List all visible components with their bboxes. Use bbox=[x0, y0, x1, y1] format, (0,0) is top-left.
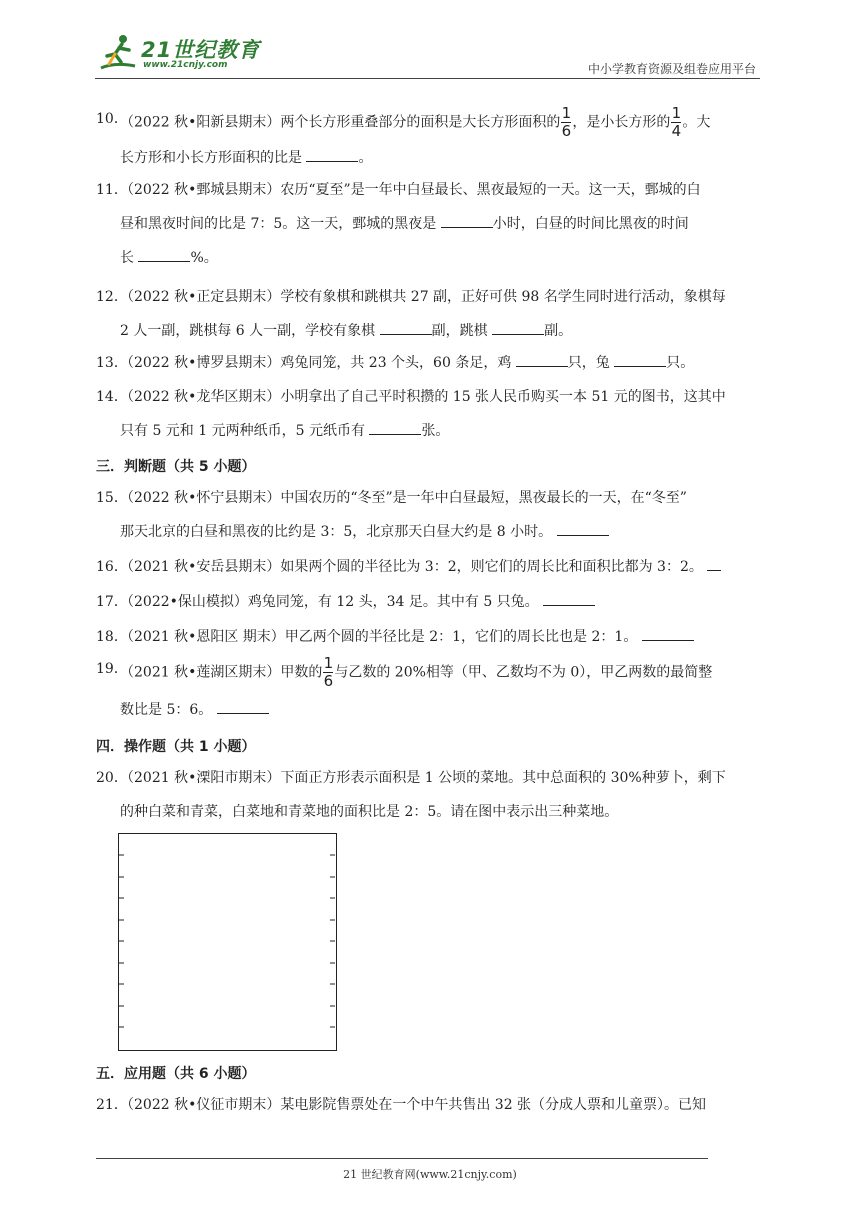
logo bbox=[95, 32, 265, 74]
question-21: 21． （2022 秋•仪征市期末）某电影院售票处在一个中午共售出 32 张（分成人票和儿童票）。已知 bbox=[96, 1097, 707, 1113]
platform-name: 中小学教育资源及组卷应用平台 bbox=[587, 62, 756, 76]
section-heading: 四．操作题（共 1 小题） bbox=[96, 739, 256, 755]
question-19: 19． （2021 秋•莲湖区期末）甲数的 $\frac{1}{6}$ 与乙数的 20%相等（甲、乙数均不为 0），甲乙两数的最简整 数比是 5：6。 bbox=[96, 654, 713, 718]
question-13: 13． （2022 秋•博罗县期末）鸡兔同笼，共 23 个头，60 条足，鸡 只，兔 只。 bbox=[96, 350, 764, 376]
question-11: 11． （2022 秋•鄄城县期末）农历“夏至”是一年中白昼最长、黑夜最短的一天。这一天，鄄城的白 昼和黑夜时间的比是 7：5。这一天，鄄城的黑夜是 小时，白昼的时间比黑夜的时间 长 %。 bbox=[96, 182, 701, 266]
section-heading: 三．判断题（共 5 小题） bbox=[96, 459, 256, 475]
question-17: 17． （2022•保山模拟）鸡兔同笼，有 12 头，34 足。其中有 5 只兔。 bbox=[96, 589, 764, 615]
question-12: 12． （2022 秋•正定县期末）学校有象棋和跳棋共 27 副，正好可供 98 名学生同时进行活动，象棋每 2 人一副，跳棋每 6 人一副，学校有象棋 副，跳棋 副。 bbox=[96, 289, 726, 339]
answer-blank[interactable] bbox=[306, 147, 358, 162]
answer-blank[interactable] bbox=[707, 556, 721, 571]
fraction: $\frac{1}{4}$ bbox=[671, 104, 682, 140]
section-heading: 五．应用题（共 6 小题） bbox=[96, 1066, 256, 1082]
answer-blank[interactable] bbox=[138, 247, 190, 262]
question-18: 18． （2021 秋•恩阳区 期末）甲乙两个圆的半径比是 2：1，它们的周长比也是 2：1。 bbox=[96, 624, 764, 650]
answer-blank[interactable] bbox=[516, 352, 568, 367]
logo-url: www.21cnjy.com bbox=[143, 60, 228, 70]
answer-blank[interactable] bbox=[557, 521, 609, 536]
question-10: 10． （2022 秋•阳新县期末）两个长方形重叠部分的面积是大长方形面积的 $\frac{1}{6}$ ，是小长方形的 $\frac{1}{4}$ 。大 长方形和小长方形面积的比是 。 bbox=[96, 104, 711, 166]
answer-blank[interactable] bbox=[492, 320, 544, 335]
answer-blank[interactable] bbox=[614, 352, 666, 367]
question-16: 16． （2021 秋•安岳县期末）如果两个圆的半径比为 3：2，则它们的周长比和面积比都为 3：2。 bbox=[96, 554, 764, 580]
answer-blank[interactable] bbox=[369, 420, 421, 435]
answer-blank[interactable] bbox=[543, 591, 595, 606]
question-14: 14． （2022 秋•龙华区期末）小明拿出了自己平时积攒的 15 张人民币购买一本 51 元的图书，这其中 只有 5 元和 1 元两种纸币，5 元纸币有 张。 bbox=[96, 389, 726, 439]
fraction: $\frac{1}{6}$ bbox=[323, 654, 334, 690]
question-15: 15． （2022 秋•怀宁县期末）中国农历的“冬至”是一年中白昼最短，黑夜最长的一天，在“冬至” 那天北京的白昼和黑夜的比约是 3：5，北京那天白昼大约是 8 小时。 bbox=[96, 490, 687, 540]
fraction: $\frac{1}{6}$ bbox=[561, 104, 572, 140]
answer-blank[interactable] bbox=[380, 320, 432, 335]
answer-blank[interactable] bbox=[642, 626, 694, 641]
answer-blank[interactable] bbox=[441, 213, 493, 228]
answer-blank[interactable] bbox=[217, 699, 269, 714]
tick-marks bbox=[119, 834, 335, 1049]
question-20: 20． （2021 秋•溧阳市期末）下面正方形表示面积是 1 公顷的菜地。其中总面积的 30%种萝卜，剩下 的种白菜和青菜，白菜地和青菜地的面积比是 2：5。请在图中表示出三种菜地。 bbox=[96, 770, 726, 820]
question-number: 10． bbox=[96, 111, 128, 127]
page-header bbox=[95, 30, 760, 79]
runner-logo-icon bbox=[95, 32, 141, 74]
vegetable-field-square[interactable] bbox=[118, 833, 337, 1051]
logo-text: 21世纪教育 bbox=[141, 38, 261, 62]
footer-divider bbox=[96, 1158, 708, 1159]
page-footer: 21 世纪教育网(www.21cnjy.com) bbox=[343, 1168, 517, 1181]
